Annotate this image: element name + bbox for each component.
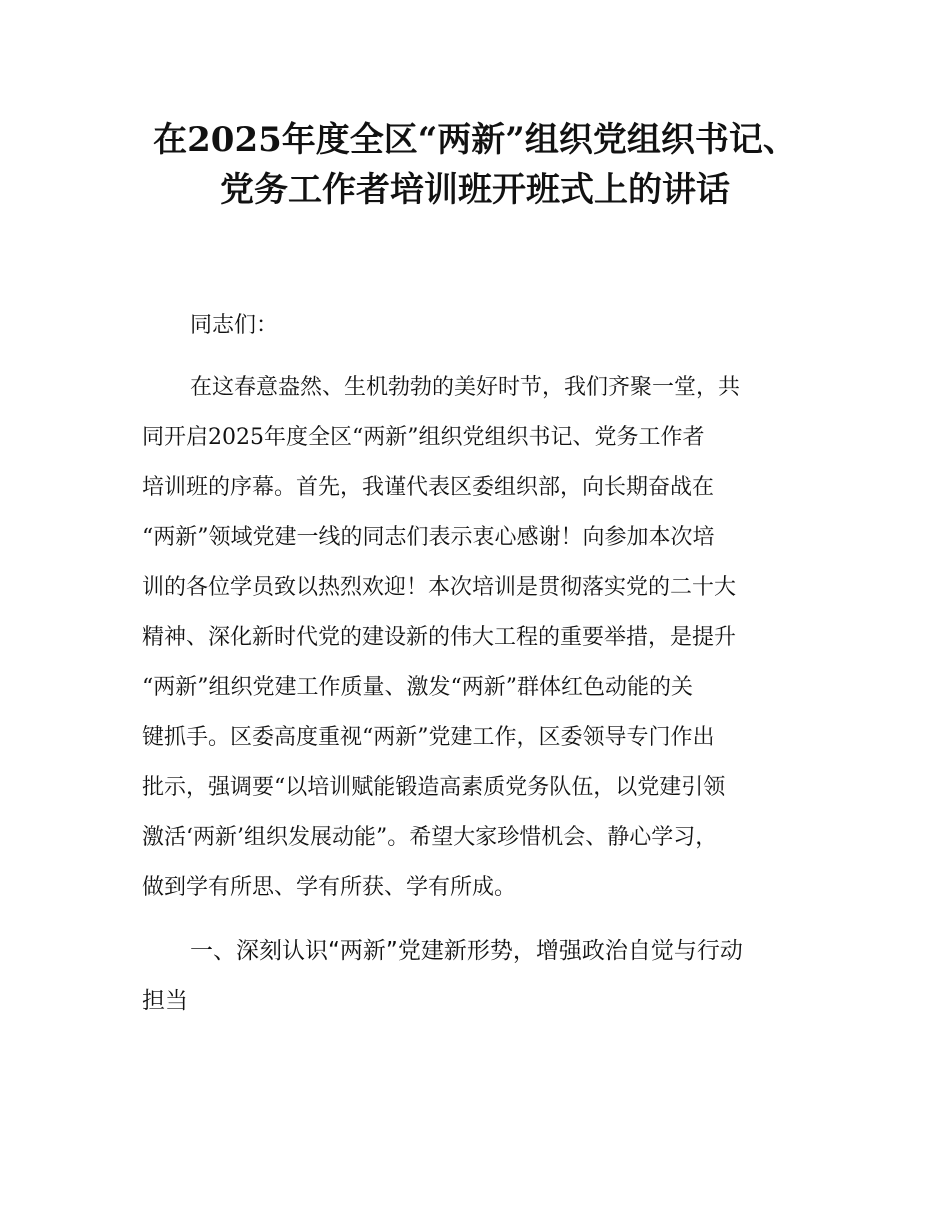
paragraph-1-line-1: 在这春意盎然、生机勃勃的美好时节，我们齐聚一堂，共 (190, 375, 741, 400)
paragraph-1-line-10: 激活‘两新’组织发展动能”。希望大家珍惜机会、静心学习， (142, 825, 718, 850)
paragraph-1-line-2: 同开启2025年度全区“两新”组织党组织书记、党务工作者 (142, 425, 705, 450)
paragraph-1-line-8: 键抓手。区委高度重视“两新”党建工作，区委领导专门作出 (142, 725, 715, 750)
paragraph-1-line-3: 培训班的序幕。首先，我谨代表区委组织部，向长期奋战在 (142, 475, 715, 500)
section-1-heading-line-1: 一、深刻认识“两新”党建新形势，增强政治自觉与行动 (190, 938, 743, 964)
document-title-line-1: 在2025年度全区“两新”组织党组织书记、 (153, 120, 797, 160)
paragraph-1-line-7: “两新”组织党建工作质量、激发“两新”群体红色动能的关 (142, 675, 693, 700)
paragraph-1-line-5: 训的各位学员致以热烈欢迎！本次培训是贯彻落实党的二十大 (142, 575, 737, 600)
paragraph-1-line-9: 批示，强调要“以培训赋能锻造高素质党务队伍，以党建引领 (142, 775, 726, 800)
paragraph-1-line-4: “两新”领域党建一线的同志们表示衷心感谢！向参加本次培 (142, 525, 715, 550)
paragraph-1-line-11: 做到学有所思、学有所获、学有所成。 (142, 875, 517, 900)
document-title-line-2: 党务工作者培训班开班式上的讲话 (220, 170, 730, 210)
section-1-heading-line-2: 担当 (142, 988, 188, 1014)
salutation: 同志们： (190, 313, 279, 338)
paragraph-1-line-6: 精神、深化新时代党的建设新的伟大工程的重要举措，是提升 (142, 625, 737, 650)
